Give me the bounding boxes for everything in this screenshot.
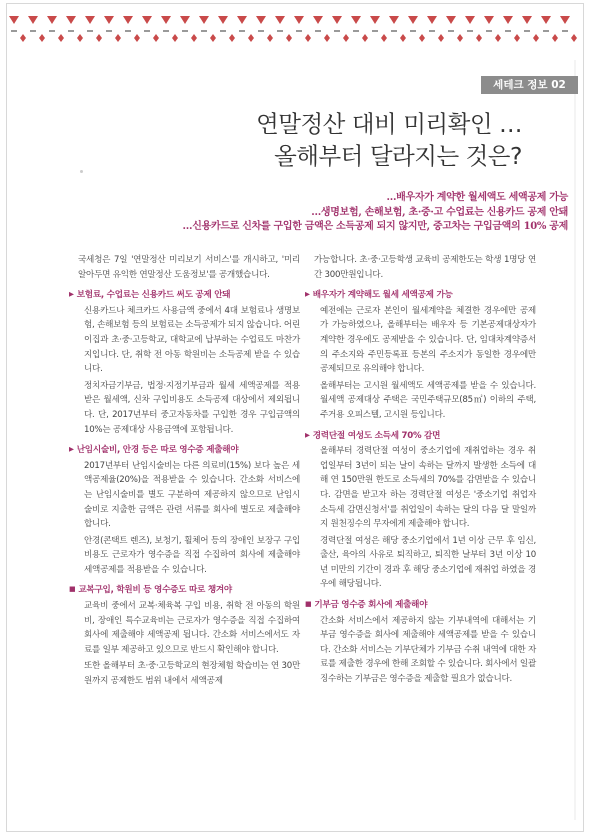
deco-diamond — [58, 34, 64, 42]
decorative-pattern-band — [0, 6, 590, 46]
left-column — [78, 253, 300, 689]
section-heading-donation: ■ 기부금 영수증 회사에 제출해야 — [305, 597, 536, 613]
deco-dash — [543, 30, 549, 32]
deco-triangle — [85, 16, 95, 24]
paragraph: 경력단절 여성은 해당 중소기업에서 1년 이상 근무 후 임신, 출산, 육아의 사유로 퇴직하고, 퇴직한 날부터 3년 이상 10년 미만의 기간이 경과 후 해당 중소기업에 재취업 하였을 경우에 해당됩니다. — [320, 535, 536, 590]
deco-dash — [467, 30, 473, 32]
section-tag: 세테크 정보 02 — [481, 76, 578, 94]
section-heading-career-break: ▶ 경력단절 여성도 소득세 70% 감면 — [305, 428, 536, 444]
deco-triangle — [370, 16, 380, 24]
right-column — [314, 253, 536, 687]
intro-paragraph: 국세청은 7일 '연말정산 미리보기 서비스'를 개시하고, '미리 알아두면 유익한 연말정산 도움정보'를 공개했습니다. — [78, 255, 300, 280]
deco-dash — [334, 30, 340, 32]
deco-triangle — [484, 16, 494, 24]
deco-triangle — [427, 16, 437, 24]
deco-dash — [505, 30, 511, 32]
deco-diamond — [115, 34, 121, 42]
deco-dash — [11, 30, 17, 32]
deco-diamond — [571, 34, 577, 42]
deco-diamond — [248, 34, 254, 42]
deco-diamond — [210, 34, 216, 42]
deco-triangle — [446, 16, 456, 24]
deco-dash — [239, 30, 245, 32]
deco-diamond — [153, 34, 159, 42]
deco-diamond — [552, 34, 558, 42]
deco-triangle — [275, 16, 285, 24]
title-line-2: 올해부터 달라지는 것은? — [274, 142, 522, 170]
deco-triangle — [332, 16, 342, 24]
deco-triangle — [408, 16, 418, 24]
section-heading-insurance: ▶ 보험료, 수업료는 신용카드 써도 공제 안돼 — [69, 287, 300, 303]
deco-triangle — [256, 16, 266, 24]
deco-triangle — [541, 16, 551, 24]
paragraph: 2017년부터 난임시술비는 다른 의료비(15%) 보다 높은 세액공제율(20%)을 적용받을 수 있습니다. 간소화 서비스에는 난임시술비를 별도 구분하여 제공하지 않으므로 난임시술비로 지출한 금액은 관련 서류를 회사에 별도로 제출해야 합니다. — [84, 460, 300, 530]
deco-dash — [391, 30, 397, 32]
title-line-1: 연말정산 대비 미리확인 … — [256, 110, 522, 138]
deco-dash — [315, 30, 321, 32]
deco-dash — [429, 30, 435, 32]
deco-dash — [68, 30, 74, 32]
decorative-dot — [80, 170, 83, 173]
deco-triangle — [161, 16, 171, 24]
deco-dash — [106, 30, 112, 32]
deco-dash — [296, 30, 302, 32]
deco-dash — [30, 30, 36, 32]
deco-dash — [562, 30, 568, 32]
article-title — [256, 108, 522, 172]
deco-dash — [125, 30, 131, 32]
section-heading-infertility: ▶ 난임시술비, 안경 등은 따로 영수증 제출해야 — [69, 442, 300, 458]
deco-triangle — [522, 16, 532, 24]
deco-triangle — [9, 16, 19, 24]
deco-diamond — [324, 34, 330, 42]
deco-triangle — [218, 16, 228, 24]
paragraph: 교육비 중에서 교복·체육복 구입 비용, 취학 전 아동의 학원비, 장애인 특수교육비는 근로자가 영수증을 직접 수집하여 회사에 제출해야 세액공제 됩니다. 간소화 서비스에서도 자료를 일부 제공하고 있으므로 반드시 확인해야 합니다. — [84, 601, 300, 655]
deco-diamond — [305, 34, 311, 42]
deco-dash — [163, 30, 169, 32]
deco-triangle — [142, 16, 152, 24]
deco-dash — [182, 30, 188, 32]
deco-diamond — [495, 34, 501, 42]
deco-triangle — [351, 16, 361, 24]
deco-triangle — [47, 16, 57, 24]
deco-diamond — [77, 34, 83, 42]
deco-triangle — [465, 16, 475, 24]
deco-dash — [448, 30, 454, 32]
subtitle-list — [183, 191, 568, 235]
deco-dash — [220, 30, 226, 32]
deco-diamond — [229, 34, 235, 42]
deco-diamond — [343, 34, 349, 42]
deco-diamond — [400, 34, 406, 42]
deco-dash — [87, 30, 93, 32]
deco-dash — [486, 30, 492, 32]
deco-triangle — [389, 16, 399, 24]
deco-diamond — [191, 34, 197, 42]
paragraph: 정치자금기부금, 법정·지정기부금과 월세 세액공제를 적용 받은 월세액, 신차 구입비용도 소득공제 대상에서 제외됩니다. 단, 2017년부터 중고자동차를 구입한 경우 구입금액의 10%는 공제대상 사용금액에 포함됩니다. — [84, 380, 300, 435]
deco-triangle — [199, 16, 209, 24]
deco-diamond — [172, 34, 178, 42]
section-heading-uniform: ■ 교복구입, 학원비 등 영수증도 따로 챙겨야 — [69, 582, 300, 598]
deco-dash — [353, 30, 359, 32]
deco-triangle — [104, 16, 114, 24]
deco-diamond — [134, 34, 140, 42]
deco-dash — [524, 30, 530, 32]
deco-triangle — [313, 16, 323, 24]
deco-dash — [277, 30, 283, 32]
deco-triangle — [237, 16, 247, 24]
deco-diamond — [514, 34, 520, 42]
deco-diamond — [20, 34, 26, 42]
deco-diamond — [39, 34, 45, 42]
paragraph: 간소화 서비스에서 제공하지 않는 기부내역에 대해서는 기부금 영수증을 회사에 제출해야 세액공제를 받을 수 있습니다. 간소화 서비스는 기부단체가 기부금 수취 내역에 대한 자료를 제출한 경우에 한해 조회할 수 있습니다. 회사에서 일괄 징수하는 기부금은 영수증을 제출할 필요가 없습니다. — [320, 615, 536, 685]
deco-dash — [144, 30, 150, 32]
deco-dash — [410, 30, 416, 32]
deco-diamond — [267, 34, 273, 42]
deco-triangle — [180, 16, 190, 24]
subtitle-2: … 생명보험, 손해보험, 초·중·고 수업료는 신용카드 공제 안돼 — [183, 206, 568, 221]
deco-dash — [372, 30, 378, 32]
deco-triangle — [28, 16, 38, 24]
deco-diamond — [286, 34, 292, 42]
deco-diamond — [381, 34, 387, 42]
deco-triangle — [294, 16, 304, 24]
subtitle-3: … 신용카드로 신차를 구입한 금액은 소득공제 되지 않지만, 중고차는 구입금액의 10% 공제 — [183, 220, 568, 235]
deco-dash — [49, 30, 55, 32]
subtitle-1: … 배우자가 계약한 월세액도 세액공제 가능 — [183, 191, 568, 206]
paragraph: 또한 올해부터 초·중·고등학교의 현장체험 학습비는 연 30만원까지 공제한도 범위 내에서 세액공제 — [84, 661, 300, 687]
deco-diamond — [362, 34, 368, 42]
paragraph: 예전에는 근로자 본인이 월세계약을 체결한 경우에만 공제가 가능하였으나, 올해부터는 배우자 등 기본공제대상자가 계약한 경우에도 공제받을 수 있습니다. 단, 임대차계약증서의 주소지와 주민등록표 등본의 주소지가 동일한 경우에만 공제되므로 유의해야 합니다. — [320, 305, 536, 375]
deco-dash — [201, 30, 207, 32]
paragraph: 안경(콘택트 렌즈), 보청기, 휠체어 등의 장애인 보장구 구입비용도 근로자가 영수증을 직접 수집하여 회사에 제출해야 세액공제를 적용받을 수 있습니다. — [84, 535, 300, 575]
deco-diamond — [438, 34, 444, 42]
deco-diamond — [419, 34, 425, 42]
deco-triangle — [503, 16, 513, 24]
deco-triangle — [560, 16, 570, 24]
section-heading-rent: ▶ 배우자가 계약해도 월세 세액공제 가능 — [305, 287, 536, 303]
deco-diamond — [476, 34, 482, 42]
deco-triangle — [66, 16, 76, 24]
deco-diamond — [457, 34, 463, 42]
paragraph: 올해부터 경력단절 여성이 중소기업에 재취업하는 경우 취업일부터 3년이 되는 날이 속하는 달까지 발생한 소득에 대해 연 150만원 한도로 소득세의 70%를 감면받을 수 있습니다. 감면을 받고자 하는 경력단절 여성은 '중소기업 취업자 소득세 감면신청서'를 취업일이 속하는 달의 다음 달 말일까지 원천징수의 무자에게 제출해야 합니다. — [320, 446, 536, 530]
paragraph: 올해부터는 고시원 월세액도 세액공제를 받을 수 있습니다. 월세액 공제대상 주택은 국민주택규모(85㎡) 이하의 주택, 주거용 오피스텔, 고시원 등입니다. — [320, 380, 536, 420]
deco-diamond — [96, 34, 102, 42]
paragraph: 신용카드나 체크카드 사용금액 중에서 4대 보험료나 생명보험, 손해보험 등의 보험료는 소득공제가 되지 않습니다. 어린이집과 초·중·고등학교, 대학교에 납부하는 수업료도 마찬가지입니다. 단, 취학 전 아동 학원비는 소득공제 받을 수 있습니다. — [84, 305, 300, 375]
deco-triangle — [123, 16, 133, 24]
deco-dash — [258, 30, 264, 32]
continued-paragraph: 가능합니다. 초·중·고등학생 교육비 공제한도는 학생 1명당 연간 300만원입니다. — [314, 255, 536, 280]
deco-diamond — [533, 34, 539, 42]
